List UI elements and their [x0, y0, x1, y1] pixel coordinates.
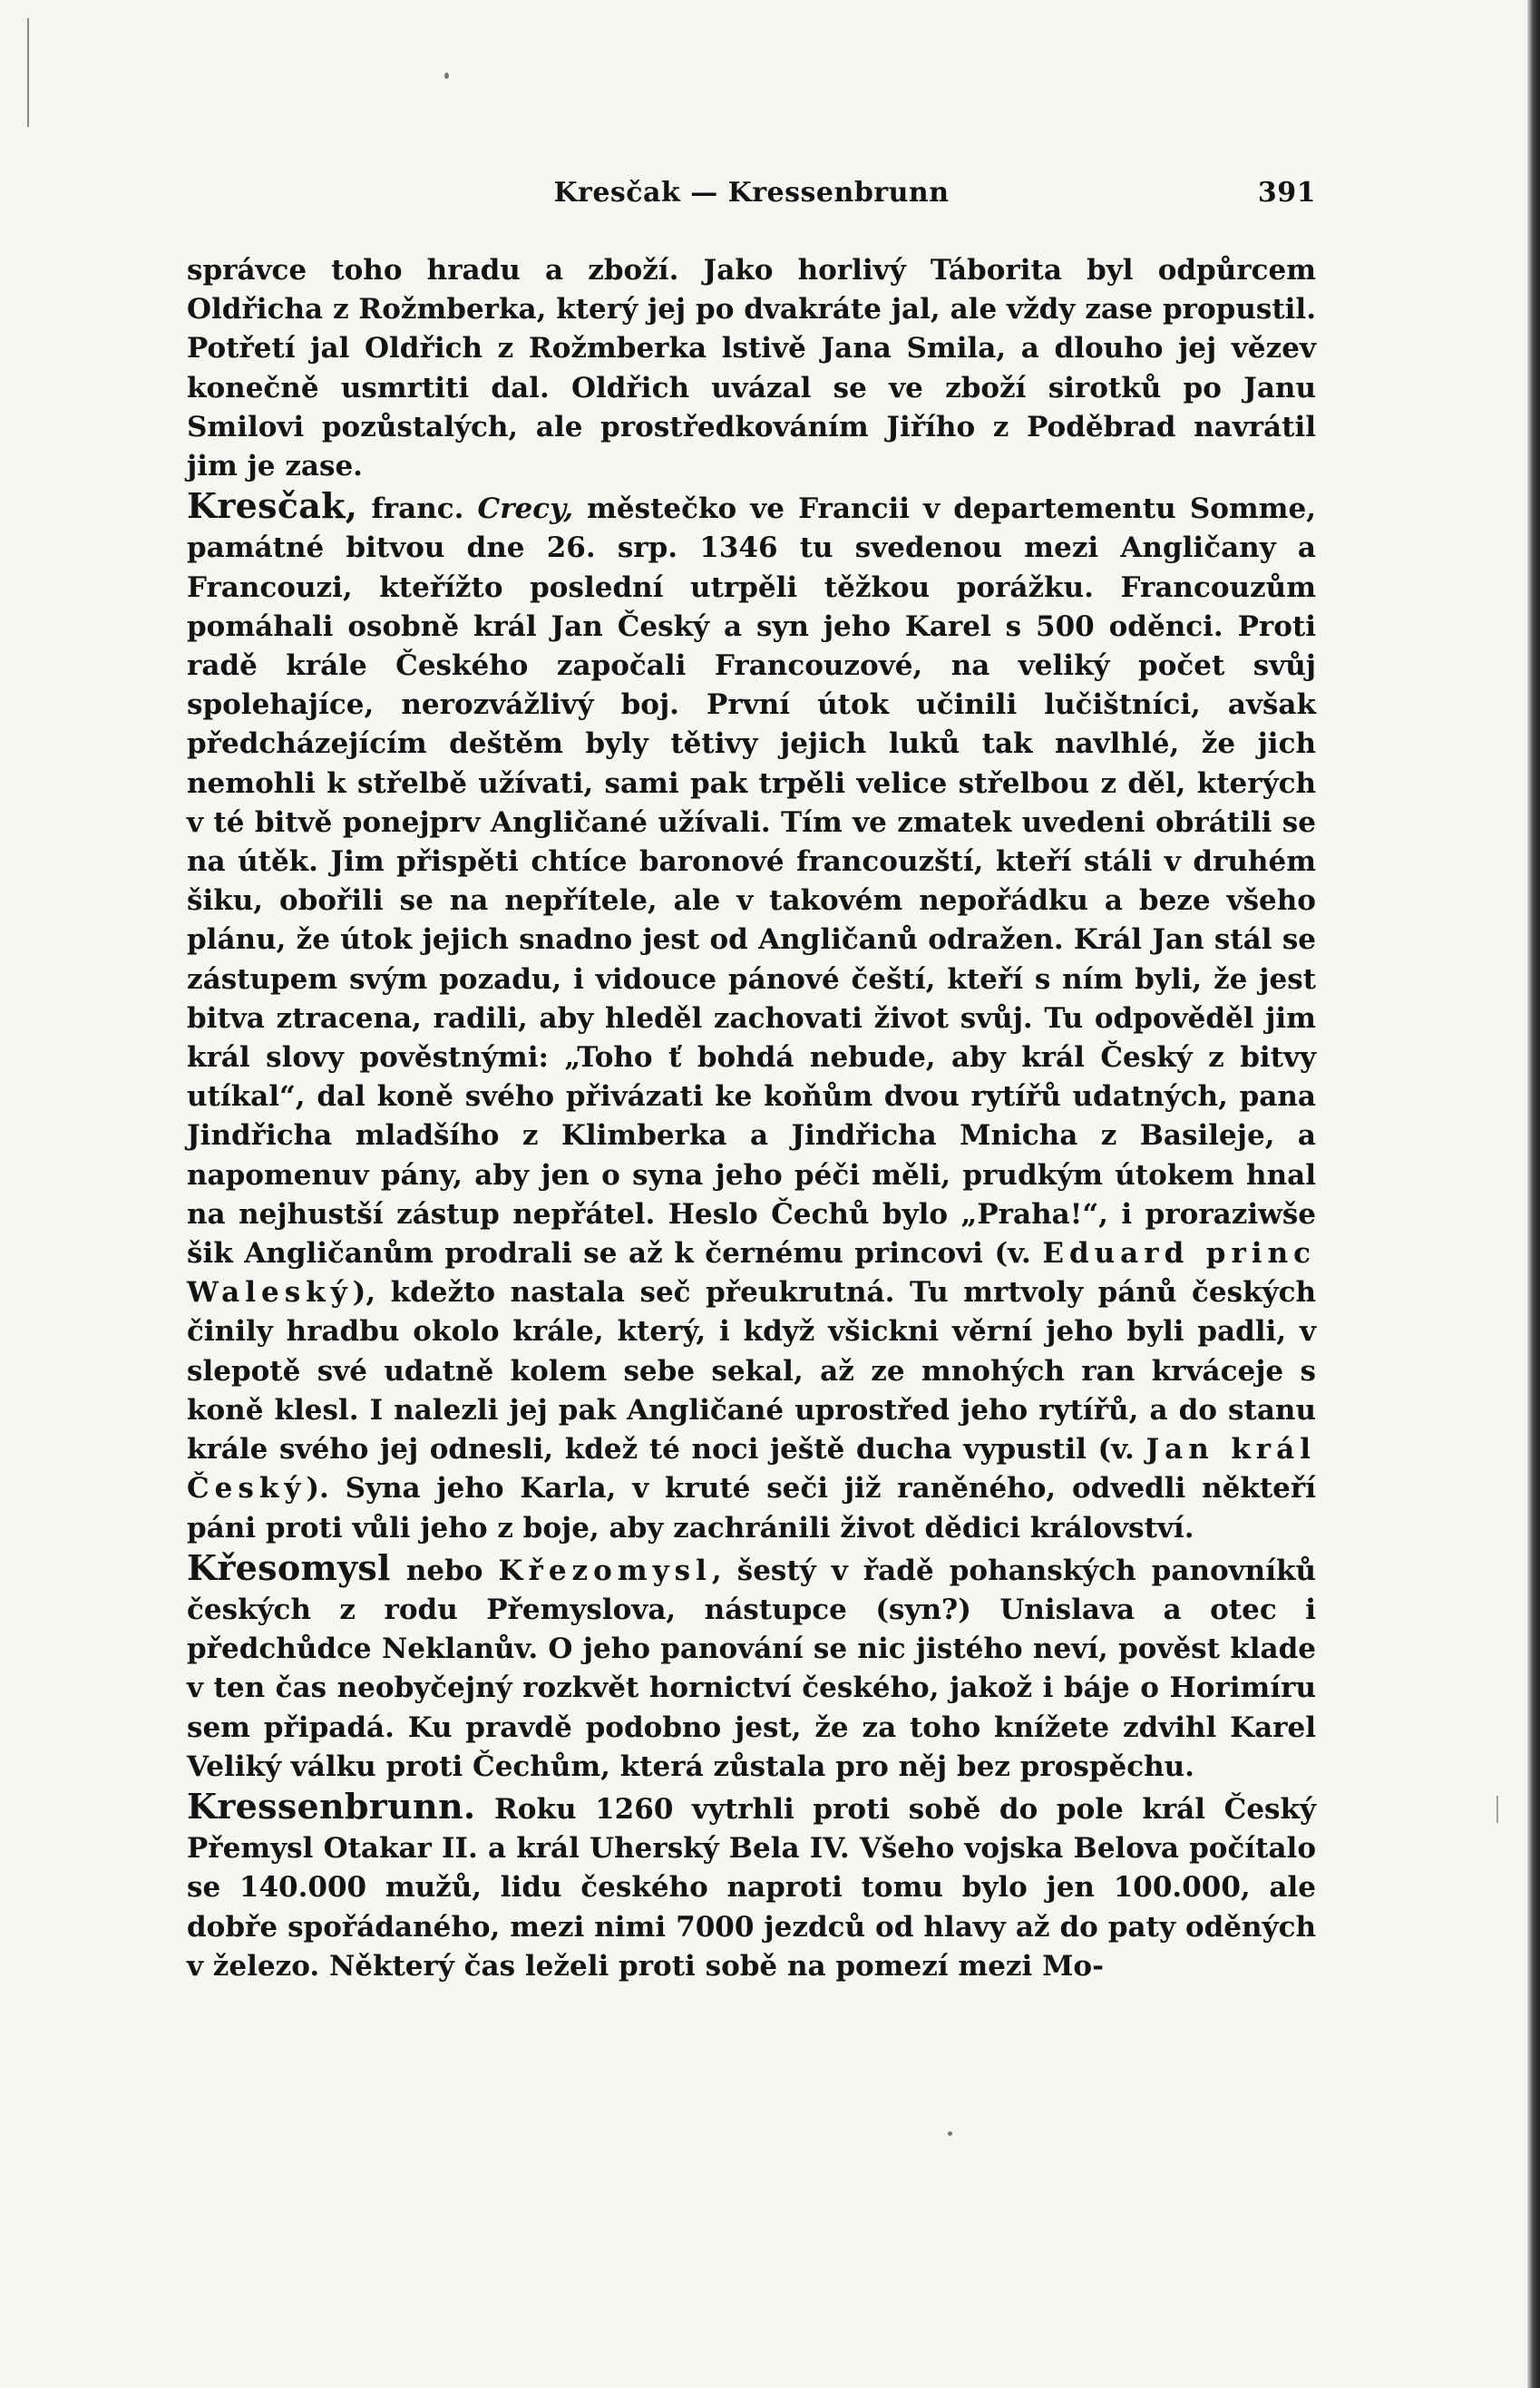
scan-speck	[444, 73, 449, 79]
page-number: 391	[1257, 177, 1316, 209]
page-body	[187, 251, 1316, 1986]
entry-spaced-reference-2: Jan král Český	[187, 1433, 1317, 1506]
entry-headword: Kresčak,	[187, 485, 358, 527]
scan-edge-mark-lower	[1496, 1796, 1498, 1823]
paragraph-text: správce toho hradu a zboží. Jako horlivý Táborita byl odpůrcem Oldřicha z Rožmberka, který jej po dvakráte jal, ale vždy zase propustil. Potřetí jal Oldřich z Rožmberka lstivě Jana Smila, a dlouho jej vězev konečně usmrtiti dal. Oldřich uvázal se ve zboží sirotků po Janu Smilovi pozůstalých, ale prostředkováním Jiřího z Poděbrad navrátil jim je zase.	[187, 254, 1316, 483]
scan-edge-mark	[27, 18, 29, 127]
entry-text: , šestý v řadě pohanských panovníků českých z rodu Přemyslova, nástupce (syn?) Unislava a otec i předchůdce Neklanův. O jeho panování se nic jistého neví, pověst klade v ten čas neobyčejný rozkvět hornictví českého, jakož i báje o Horimíru sem připadá. Ku pravdě podobno jest, že za toho knížete zdvihl Karel Veliký válku proti Čechům, která zůstala pro něj bez prospěchu.	[187, 1554, 1317, 1783]
entry-text: Roku 1260 vytrhli proti sobě do pole král Český Přemysl Otakar II. a král Uherský Bela IV. Všeho vojska Belova počítalo se 140.000 mužů, lidu českého naproti tomu bylo jen 100.000, ale dobře spořádaného, mezi nimi 7000 jezdců od hlavy až do paty oděných v železo. Některý čas leželi proti sobě na pomezí mezi Mo-	[187, 1792, 1316, 1983]
entry-italic-term: Crecy,	[477, 492, 573, 526]
entry-text-part-c: ). Syna jeho Karla, v kruté seči již raněného, odvedli někteří páni proti vůli jeho z boje, aby zachránili život dědici království.	[187, 1472, 1316, 1545]
entry-kresomysl	[187, 1548, 1316, 1787]
paragraph-continued	[187, 251, 1316, 486]
entry-krescak	[187, 486, 1316, 1547]
scan-speck	[948, 2131, 952, 2136]
entry-kressenbrunn	[187, 1787, 1316, 1986]
entry-lead: nebo	[390, 1554, 499, 1587]
entry-spaced-reference-1: Eduard princ Waleský	[187, 1237, 1316, 1310]
entry-text-part-b: ), kdežto nastala seč přeukrutná. Tu mrtvoly pánů českých činily hradbu okolo krále, který, i když všickni věrní jeho byli padli, v slepotě své udatně kolem sebe sekal, až ze mnohých ran krváceje s koně klesl. I nalezli jej pak Angličané uprostřed jeho rytířů, a do stanu krále svého jej odnesli, kdež té noci ještě ducha vypustil (v.	[187, 1276, 1316, 1467]
entry-lead: franc.	[357, 492, 478, 526]
scan-edge-shadow	[1527, 0, 1540, 2388]
running-header-title: Kresčak — Kressenbrunn	[553, 177, 950, 209]
entry-spaced-variant: Křezomysl	[498, 1554, 712, 1587]
book-page	[187, 177, 1316, 1986]
entry-headword: Křesomysl	[187, 1546, 391, 1588]
entry-text-part-a: městečko ve Francii v departementu Somme, památné bitvou dne 26. srp. 1346 tu svedenou mezi Angličany a Francouzi, kteřížto poslední utrpěli těžkou porážku. Francouzům pomáhali osobně král Jan Český a syn jeho Karel s 500 oděnci. Proti radě krále Českého započali Francouzové, na veliký počet svůj spolehajíce, nerozvážlivý boj. První útok učinili lučištníci, avšak předcházejícím deštěm byly tětivy jejich luků tak navlhlé, že jich nemohli k střelbě užívati, sami pak trpěli velice střelbou z děl, kterých v té bitvě ponejprv Angličané užívali. Tím ve zmatek uvedeni obrátili se na útěk. Jim přispěti chtíce baronové francouzští, kteří stáli v druhém šiku, obořili se na nepřítele, ale v takovém nepořádku a beze všeho plánu, že útok jejich snadno jest od Angličanů odražen. Král Jan stál se zástupem svým pozadu, i vidouce pánové čeští, kteří s ním byli, že jest bitva ztracena, radili, aby hleděl zachovati život svůj. Tu odpověděl jim král slovy pověstnými: „Toho ť bohdá nebude, aby král Český z bitvy utíkal“, dal koně svého přivázati ke koňům dvou rytířů udatných, pana Jindřicha mladšího z Klimberka a Jindřicha Mnicha z Basileje, a napomenuv pány, aby jen o syna jeho péči měli, prudkým útokem hnal na nejhustší zástup nepřátel. Heslo Čechů bylo „Praha!“, i proraziwše šik Angličanům prodrali se až k černému princovi (v.	[187, 492, 1316, 1271]
entry-headword: Kressenbrunn.	[187, 1785, 476, 1827]
running-header	[187, 177, 1316, 220]
